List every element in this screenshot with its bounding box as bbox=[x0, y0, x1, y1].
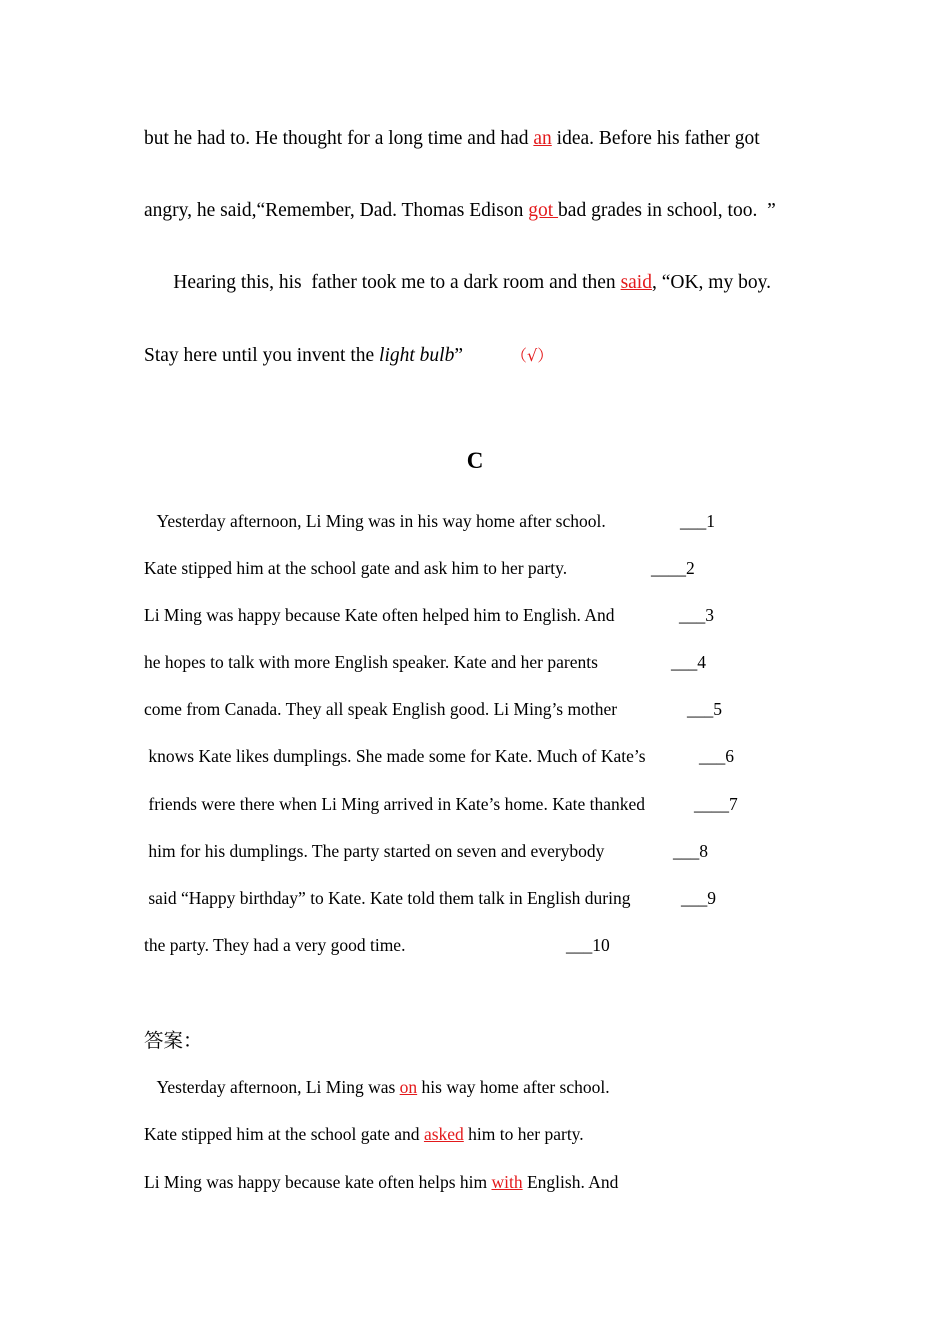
italic-term: light bulb bbox=[379, 345, 455, 366]
story-paragraph-1 bbox=[144, 126, 806, 151]
answer-label: 答案： bbox=[144, 1031, 203, 1052]
exercise-line: the party. They had a very good time. bbox=[144, 935, 406, 955]
answer-blank: ___8 bbox=[673, 841, 708, 861]
section-title: C bbox=[466, 448, 484, 473]
answer-text: English. And bbox=[522, 1172, 619, 1192]
story-text: Stay here until you invent the bbox=[144, 345, 380, 366]
story-text: idea. Before his father got bbox=[551, 128, 760, 149]
answer-text: Yesterday afternoon, Li Ming was bbox=[144, 1077, 400, 1097]
answer-blank: ____2 bbox=[651, 558, 695, 578]
answer-blank: ___3 bbox=[679, 605, 714, 625]
answer-word: with bbox=[491, 1172, 523, 1192]
story-text: ” bbox=[454, 345, 463, 366]
corrected-word: an bbox=[533, 128, 552, 149]
exercise-line: him for his dumplings. The party started on seven and everybody bbox=[144, 841, 605, 861]
exercise-line: friends were there when Li Ming arrived in Kate’s home. Kate thanked bbox=[144, 794, 646, 814]
answer-blank: ___4 bbox=[671, 652, 706, 672]
answer-line bbox=[144, 1076, 610, 1098]
answer-blank: ___5 bbox=[687, 699, 722, 719]
exercise-line: Yesterday afternoon, Li Ming was in his way home after school. bbox=[144, 511, 606, 531]
exercise-line: he hopes to talk with more English speaker. Kate and her parents bbox=[144, 652, 598, 672]
story-text: Hearing this, his father took me to a dark room and then bbox=[144, 272, 621, 293]
answer-text: Kate stipped him at the school gate and bbox=[144, 1124, 424, 1144]
story-paragraph-3 bbox=[144, 270, 806, 295]
answer-blank: ____7 bbox=[694, 794, 738, 814]
exercise-line: said “Happy birthday” to Kate. Kate told them talk in English during bbox=[144, 888, 631, 908]
answer-text: his way home after school. bbox=[417, 1077, 610, 1097]
answer-blank: ___9 bbox=[681, 888, 716, 908]
answer-line bbox=[144, 1123, 584, 1145]
answer-line bbox=[144, 1171, 618, 1193]
story-text: but he had to. He thought for a long time and had bbox=[144, 128, 534, 149]
answer-word: on bbox=[399, 1077, 418, 1097]
story-text: , “OK, my boy. bbox=[651, 272, 771, 293]
answer-blank: ___10 bbox=[566, 935, 610, 955]
corrected-word: said bbox=[620, 272, 652, 293]
answer-word: asked bbox=[423, 1124, 464, 1144]
corrected-word: got bbox=[528, 200, 559, 221]
story-text: bad grades in school, too. ” bbox=[558, 200, 776, 221]
exercise-line: Li Ming was happy because Kate often helped him to English. And bbox=[144, 605, 615, 625]
story-paragraph-4 bbox=[144, 343, 806, 368]
answer-text: Li Ming was happy because kate often helps him bbox=[144, 1172, 492, 1192]
exercise-line: knows Kate likes dumplings. She made some for Kate. Much of Kate’s bbox=[144, 746, 646, 766]
answer-text: him to her party. bbox=[463, 1124, 584, 1144]
story-paragraph-2 bbox=[144, 198, 806, 223]
exercise-line: Kate stipped him at the school gate and ask him to her party. bbox=[144, 558, 568, 578]
story-text: angry, he said,“Remember, Dad. Thomas Edison bbox=[144, 200, 529, 221]
check-mark: （√） bbox=[511, 346, 554, 365]
answer-blank: ___6 bbox=[699, 746, 734, 766]
answer-blank: ___1 bbox=[680, 511, 715, 531]
exercise-line: come from Canada. They all speak English good. Li Ming’s mother bbox=[144, 699, 618, 719]
